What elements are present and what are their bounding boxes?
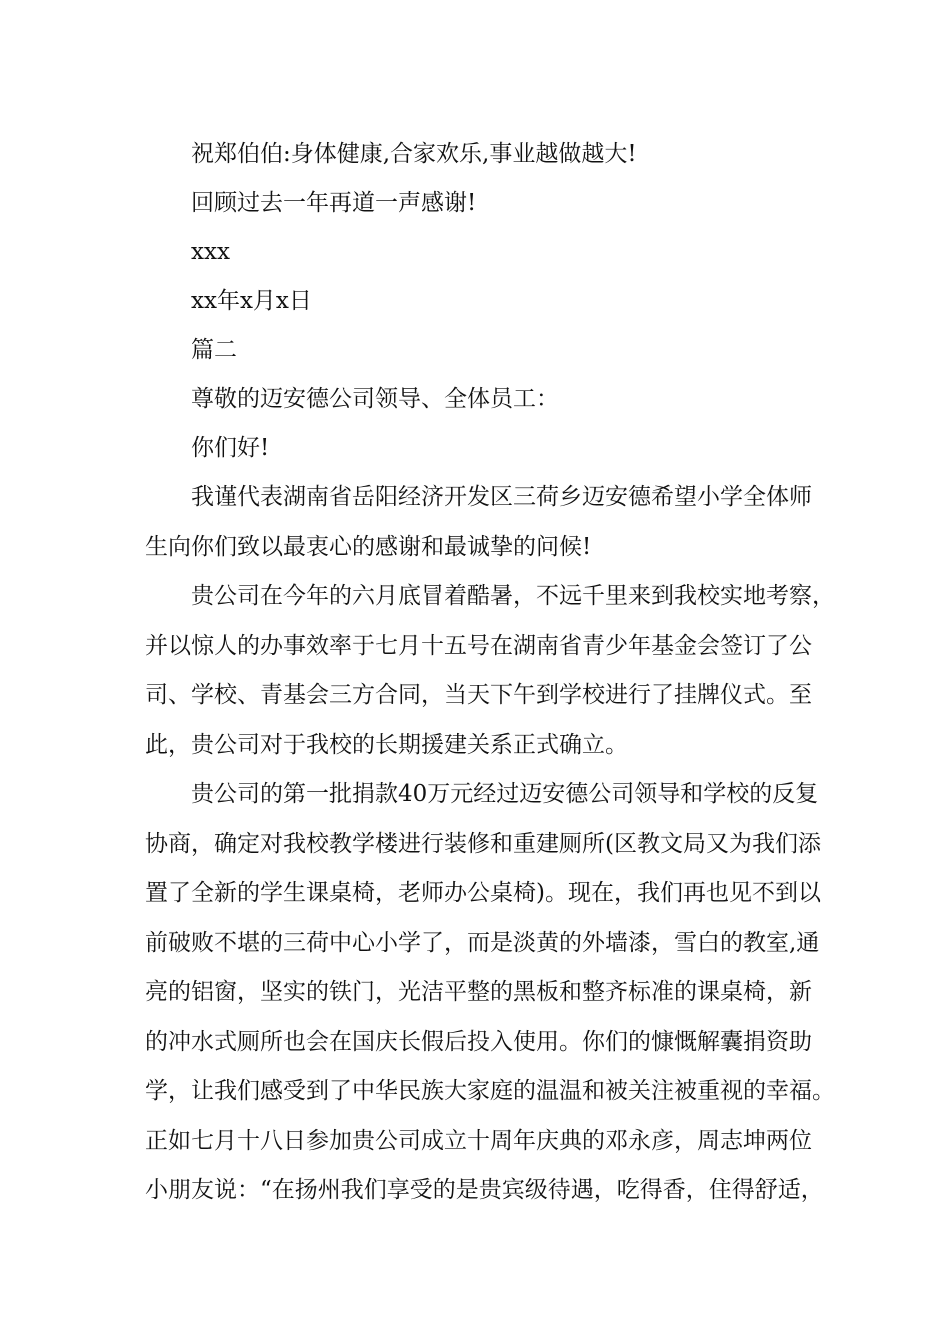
paragraph-line: 前破败不堪的三荷中心小学了，而是淡黄的外墙漆，雪白的教室,通 bbox=[145, 929, 820, 956]
greeting: 你们好! bbox=[191, 435, 270, 461]
closing-thanks: 回顾过去一年再道一声感谢! bbox=[191, 190, 477, 216]
paragraph-line: 生向你们致以最衷心的感谢和最诚挚的问候! bbox=[145, 533, 592, 560]
paragraph-2 bbox=[145, 572, 835, 770]
paragraph-line: 正如七月十八日参加贵公司成立十周年庆典的邓永彦，周志坤两位 bbox=[145, 1127, 812, 1154]
paragraph-line: 并以惊人的办事效率于七月十五号在湖南省青少年基金会签订了公 bbox=[145, 632, 812, 659]
paragraph-line: 亮的铝窗，坚实的铁门，光洁平整的黑板和整齐标准的课桌椅，新 bbox=[145, 979, 812, 1005]
paragraph-line: 协商，确定对我校教学楼进行装修和重建厕所(区教文局又为我们添 bbox=[145, 830, 821, 857]
paragraph-line: 学，让我们感受到了中华民族大家庭的温温和被关注被重视的幸福。 bbox=[145, 1078, 835, 1104]
document-body bbox=[145, 130, 835, 1216]
paragraph-1 bbox=[145, 473, 825, 572]
signature: xxx bbox=[191, 239, 230, 265]
paragraph-line: 置了全新的学生课桌椅，老师办公桌椅)。现在，我们再也见不到以 bbox=[145, 880, 821, 906]
closing-wishes: 祝郑伯伯:身体健康,合家欢乐,事业越做越大! bbox=[191, 141, 637, 167]
paragraph-3 bbox=[145, 770, 835, 1216]
salutation: 尊敬的迈安德公司领导、全体员工： bbox=[191, 386, 559, 412]
date-line: xx年x月x日 bbox=[191, 288, 312, 314]
paragraph-line: 司、学校、青基会三方合同，当天下午到学校进行了挂牌仪式。至 bbox=[145, 682, 812, 708]
paragraph-line: 我谨代表湖南省岳阳经济开发区三荷乡迈安德希望小学全体师 bbox=[191, 484, 812, 510]
section-heading: 篇二 bbox=[191, 337, 237, 363]
paragraph-line: 此，贵公司对于我校的长期援建关系正式确立。 bbox=[145, 731, 628, 758]
paragraph-line: 贵公司的第一批捐款40万元经过迈安德公司领导和学校的反复 bbox=[191, 781, 819, 807]
paragraph-line: 的冲水式厕所也会在国庆长假后投入使用。你们的慷慨解囊捐资助 bbox=[145, 1028, 812, 1055]
paragraph-line: 贵公司在今年的六月底冒着酷暑，不远千里来到我校实地考察， bbox=[191, 583, 835, 609]
paragraph-line: 小朋友说：“在扬州我们享受的是贵宾级待遇，吃得香，住得舒适， bbox=[145, 1177, 824, 1203]
